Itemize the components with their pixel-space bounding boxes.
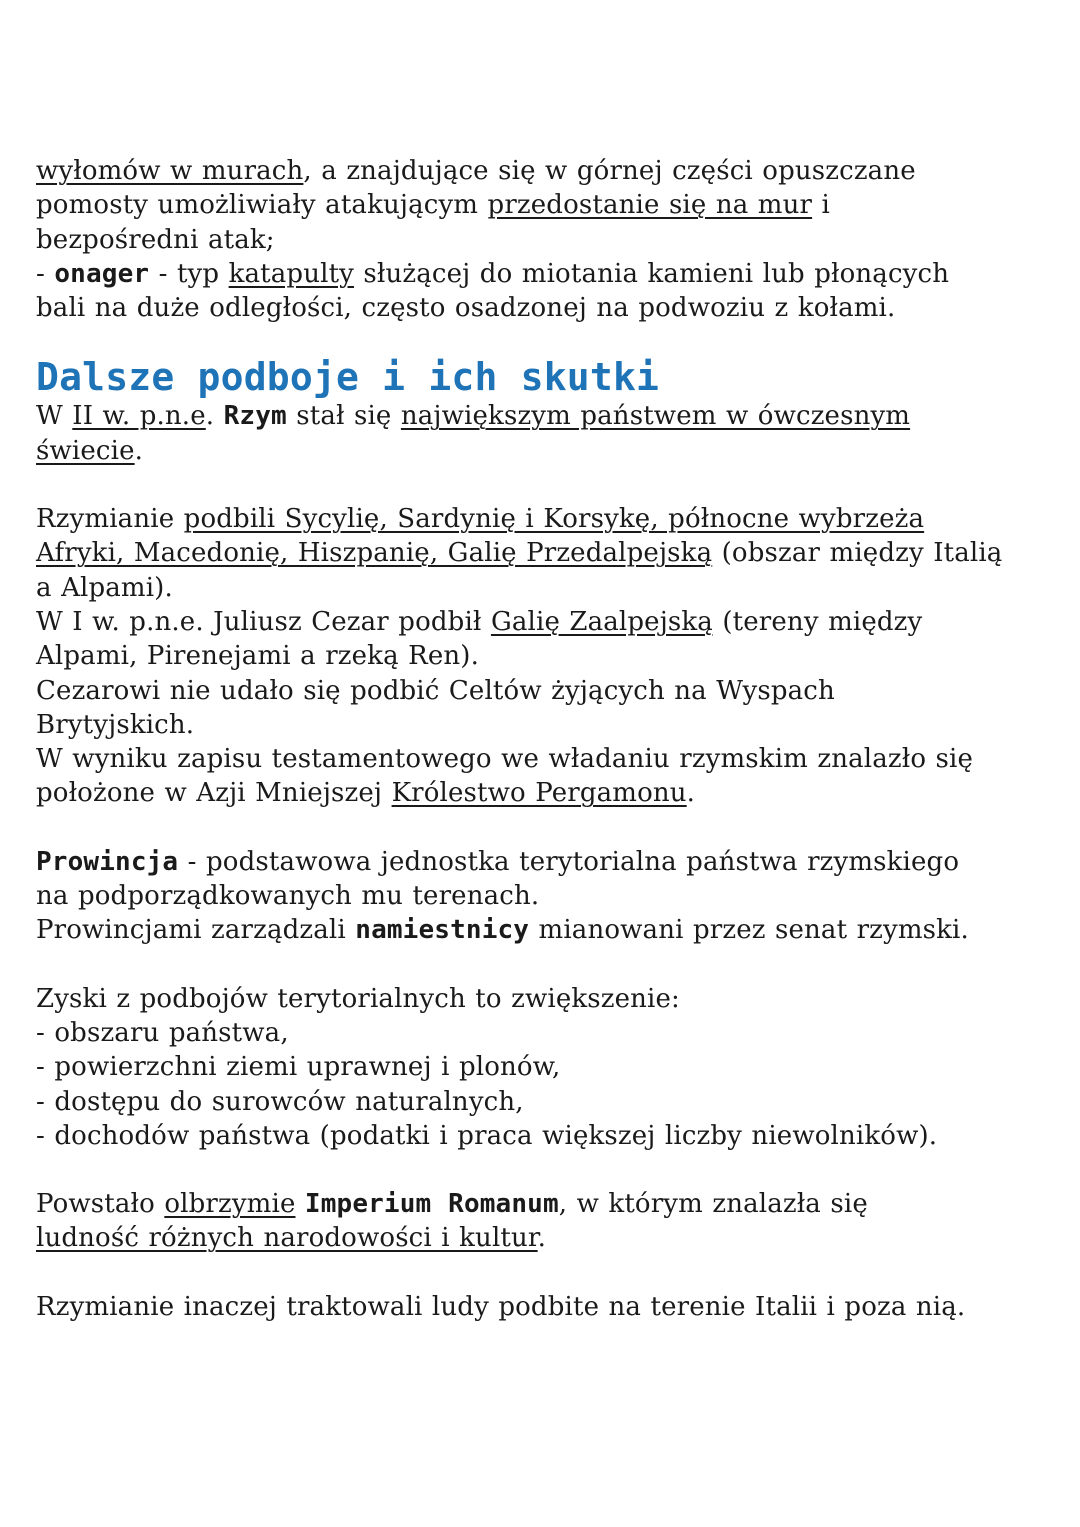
underlined-phrase: olbrzymie (164, 1189, 296, 1220)
underlined-phrase: świecie (36, 435, 135, 466)
conquests-paragraph: Rzymianie podbili Sycylię, Sardynię i Korsykę, północne wybrzeża Afryki, Macedonię, Hiszpanię, Galię Przedalpejską (obszar między Italią a Alpami). W I w. p.n.e. Juliusz Cezar podbił Galię Zaalpejską (tereny między Alpami, Pirenejami a rzeką Ren). Cezarowi nie udało się podbić Celtów żyjących na Wyspach Brytyjskich. W wyniku zapisu testamentowego we władaniu rzymskim znalazło się położone w Azji Mniejszej Królestwo Pergamonu. (36, 504, 1003, 809)
underlined-phrase: największym państwem w ówczesnym (400, 401, 911, 432)
list-item: - obszaru państwa, (36, 1017, 289, 1048)
underlined-phrase: przedostanie się na mur (487, 190, 813, 221)
paragraph-gap (36, 948, 1056, 982)
list-item: - dostępu do surowców naturalnych, (36, 1086, 524, 1117)
rome-paragraph: W II w. p.n.e. Rzym stał się największym państwem w ówczesnym świecie. (36, 401, 911, 466)
intro-paragraph: wyłomów w murach, a znajdujące się w górnej części opuszczane pomosty umożliwiały atakującym przedostanie się na mur i bezpośredni atak; - onager - typ katapulty służącej do miotania kamieni lub płonących bali na duże odległości, często osadzonej na podwoziu z kołami. (36, 156, 950, 324)
underlined-phrase: II w. p.n.e (72, 401, 206, 432)
province-paragraph: Prowincja - podstawowa jednostka terytorialna państwa rzymskiego na podporządkowanych mu terenach. Prowincjami zarządzali namiestnicy mianowani przez senat rzymski. (36, 846, 969, 946)
list-item: - powierzchni ziemi uprawnej i plonów, (36, 1052, 561, 1083)
document-page (36, 154, 1056, 1324)
list-item: - dochodów państwa (podatki i praca większej liczby niewolników). (36, 1120, 938, 1151)
term-rzym: Rzym (223, 401, 287, 432)
underlined-phrase: podbili Sycylię, Sardynię i Korsykę, północne wybrzeża (183, 504, 925, 535)
underlined-phrase: ludność różnych narodowości i kultur (36, 1223, 538, 1254)
underlined-phrase: wyłomów w murach (36, 156, 304, 186)
underlined-phrase: Królestwo Pergamonu (391, 778, 687, 809)
gains-paragraph: Zyski z podbojów terytorialnych to zwiększenie: - obszaru państwa, - powierzchni ziemi uprawnej i plonów, - dostępu do surowców naturalnych, - dochodów państwa (podatki i praca większej liczby niewolników). (36, 983, 938, 1151)
underlined-phrase: Afryki, Macedonię, Hiszpanię, Galię Przedalpejską (36, 538, 713, 569)
empire-paragraph: Powstało olbrzymie Imperium Romanum, w którym znalazła się ludność różnych narodowości i kultur. (36, 1189, 868, 1254)
term-imperium-romanum: Imperium Romanum (304, 1189, 559, 1220)
section-heading: Dalsze podboje i ich skutki (36, 355, 660, 400)
term-namiestnicy: namiestnicy (355, 915, 530, 946)
term-onager: onager (54, 258, 150, 289)
paragraph-gap (36, 1256, 1056, 1290)
term-prowincja: Prowincja (36, 846, 179, 877)
final-paragraph: Rzymianie inaczej traktowali ludy podbite na terenie Italii i poza nią. (36, 1291, 966, 1322)
paragraph-gap (36, 1153, 1056, 1187)
underlined-phrase: katapulty (228, 258, 355, 289)
paragraph-gap (36, 468, 1056, 502)
paragraph-gap (36, 811, 1056, 845)
underlined-phrase: Galię Zaalpejską (490, 606, 713, 637)
